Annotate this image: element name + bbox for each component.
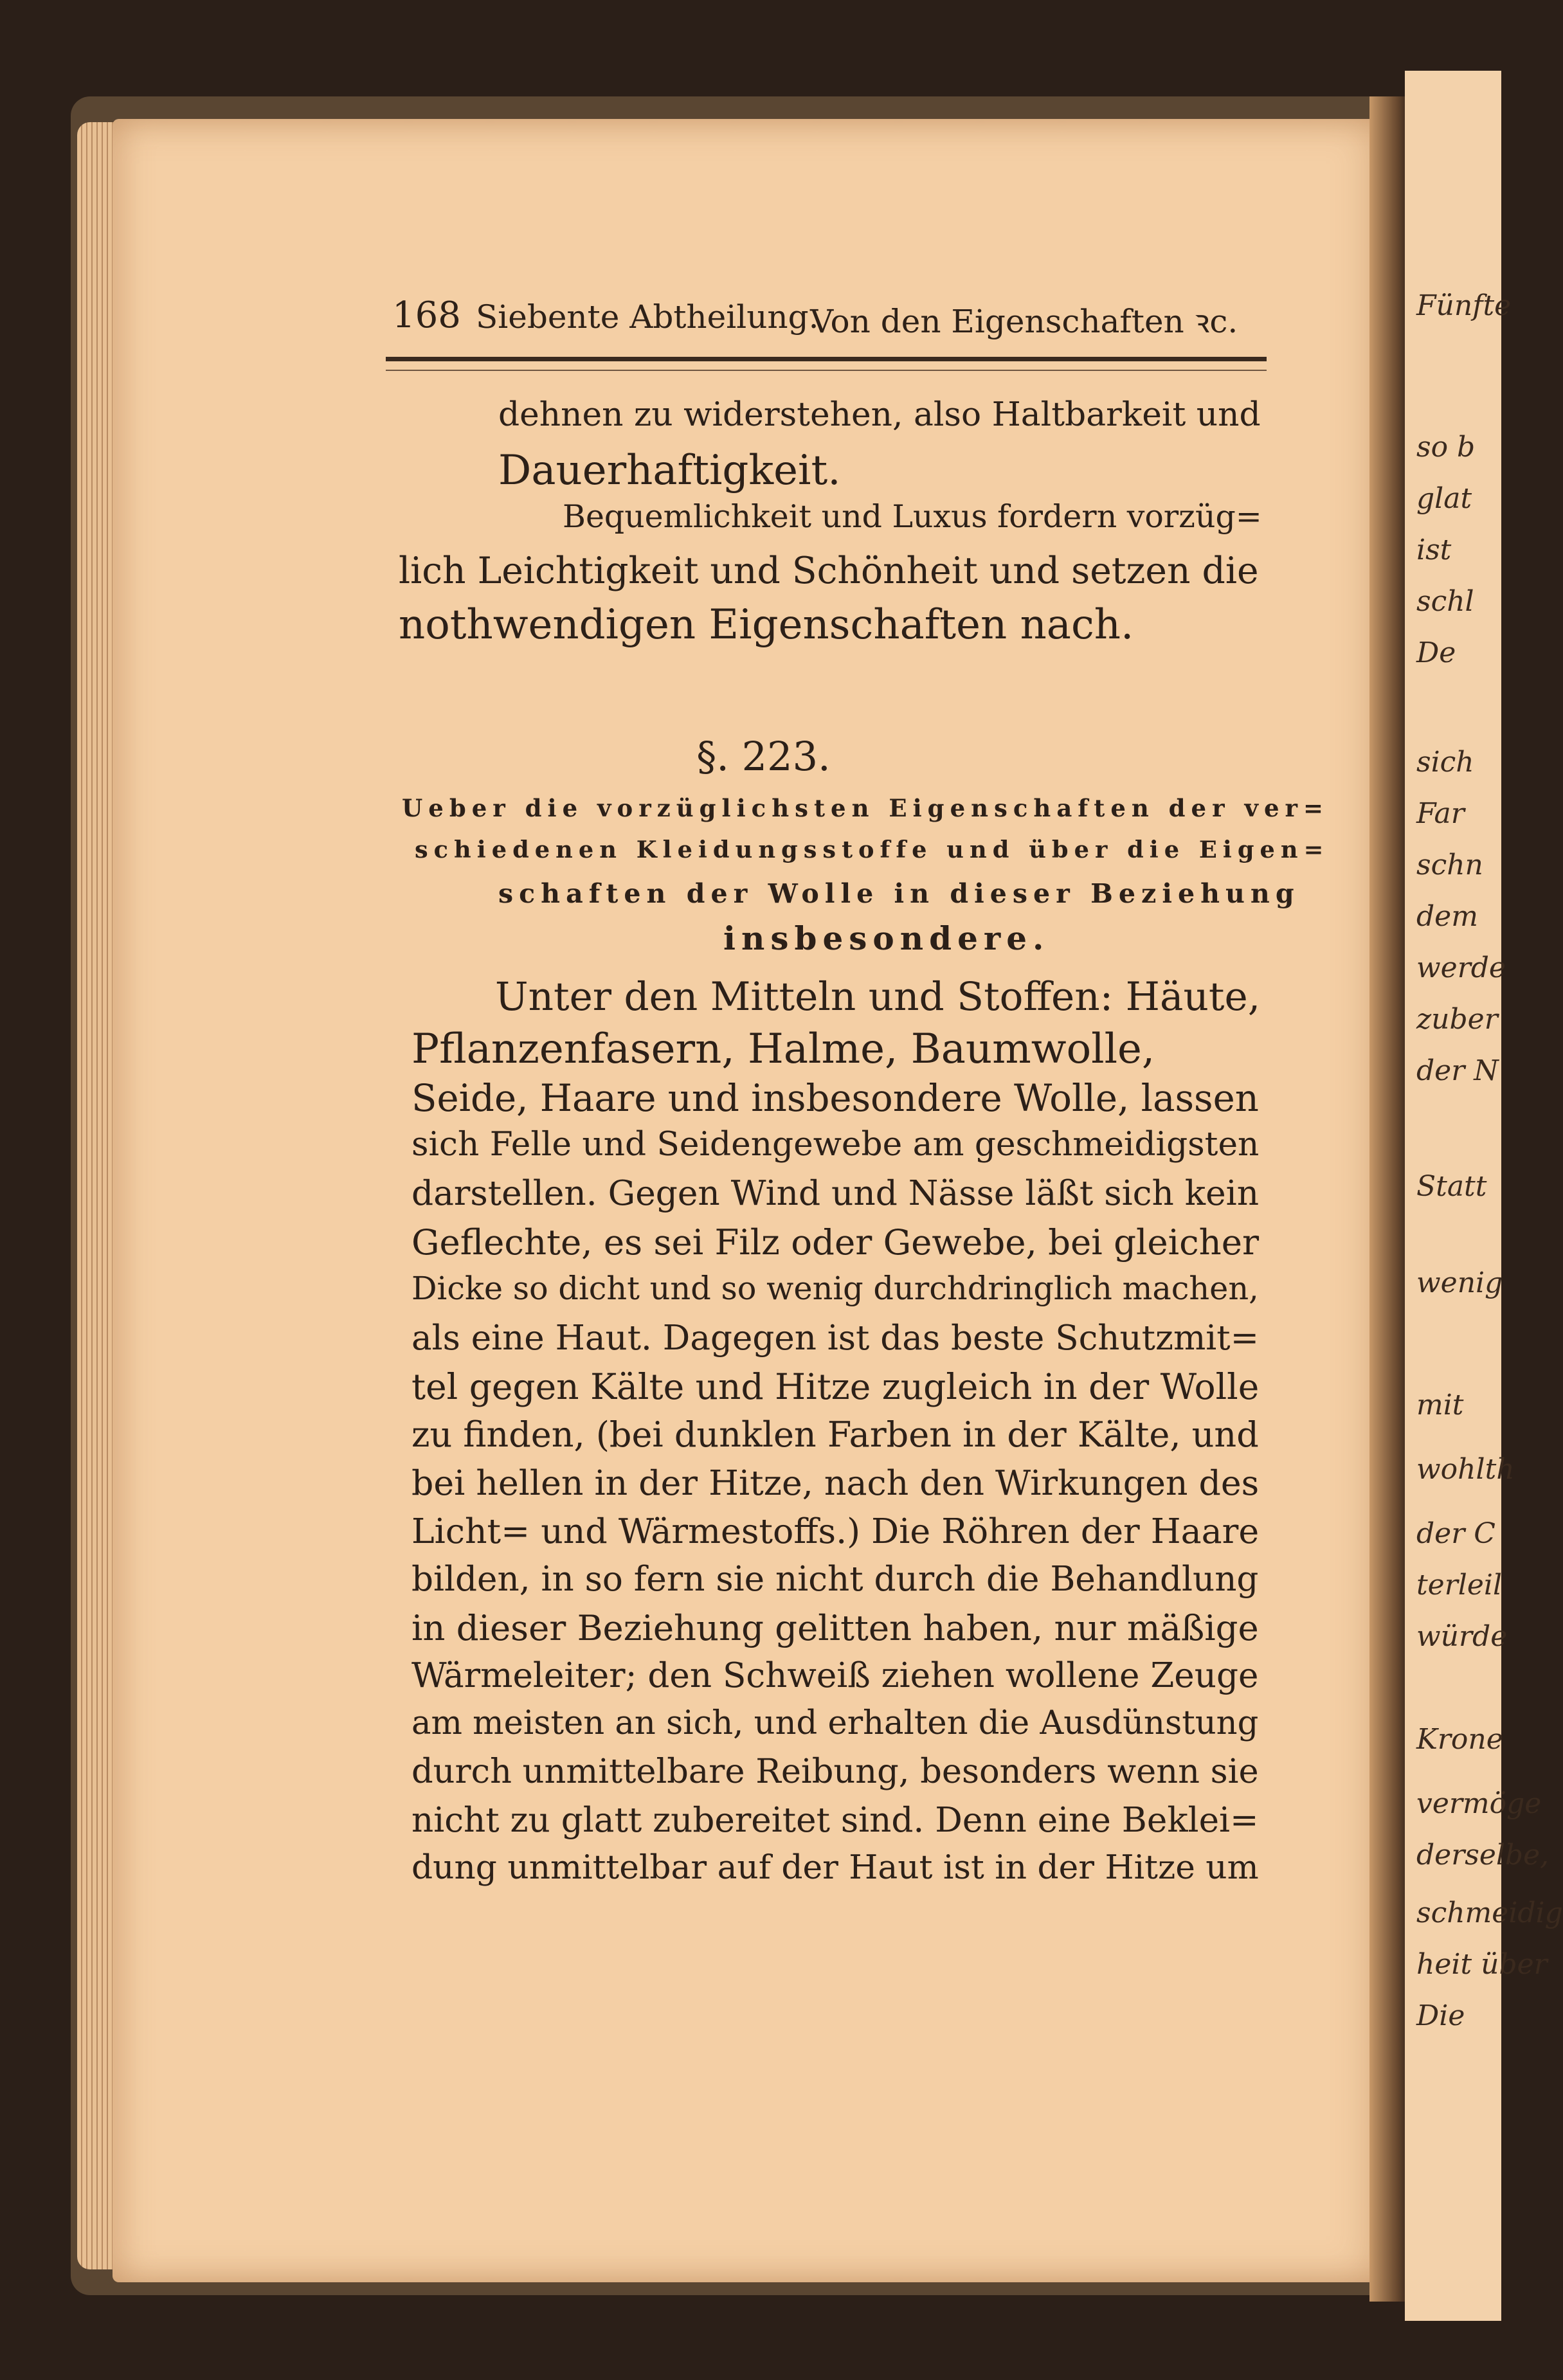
facing-fragment: dem [1416,900,1478,933]
text-line: Dauerhaftigkeit. [498,447,841,494]
text-line: nicht zu glatt zubereitet sind. Denn eine Beklei= [411,1800,1259,1840]
header-rule-thin [386,370,1267,371]
text-line: Licht= und Wärmestoffs.) Die Röhren der Haare [411,1511,1260,1551]
text-line: Pflanzenfasern, Halme, Baumwolle, [411,1025,1155,1073]
facing-fragment: wenig [1416,1267,1503,1299]
book-gutter [1369,96,1408,2302]
facing-fragment: Statt [1416,1170,1487,1203]
text-line: dung unmittelbar auf der Haut ist in der Hitze um [411,1848,1259,1887]
text-line: darstellen. Gegen Wind und Nässe läßt sich kein [411,1173,1260,1213]
facing-fragment: derselbe, [1416,1839,1549,1871]
facing-fragment: schn [1416,849,1483,881]
facing-fragment: Die [1416,1999,1465,2032]
text-line: Unter den Mitteln und Stoffen: Häute, [495,974,1261,1020]
text-line: bei hellen in der Hitze, nach den Wirkungen des [411,1463,1260,1503]
text-line: am meisten an sich, und erhalten die Ausdünstung [411,1704,1259,1742]
text-line: sich Felle und Seidengewebe am geschmeidigsten [411,1125,1260,1164]
facing-fragment: ist [1416,534,1452,566]
text-line: nothwendigen Eigenschaften nach. [399,601,1134,649]
facing-fragment: sich [1416,746,1474,779]
text-line: Wärmeleiter; den Schweiß ziehen wollene Zeuge [411,1655,1259,1695]
facing-fragment: so b [1416,431,1476,464]
text-line: dehnen zu widerstehen, also Haltbarkeit und [498,395,1261,434]
text-line: Bequemlichkeit und Luxus fordern vorzüg= [563,498,1262,535]
facing-fragment: mit [1416,1389,1464,1421]
facing-fragment: werde [1416,951,1506,984]
running-header [392,294,1267,346]
text-line: Dicke so dicht und so wenig durchdringlich machen, [411,1270,1259,1307]
facing-fragment: schl [1416,585,1474,618]
header-left-title: Siebente Abtheilung. [476,298,819,336]
text-line: zu finden, (bei dunklen Farben in der Kälte, und [411,1414,1259,1455]
facing-fragment: vermöge [1416,1787,1542,1820]
text-line: lich Leichtigkeit und Schönheit und setzen die [399,550,1259,592]
facing-fragment: De [1416,636,1456,669]
text-line: Seide, Haare und insbesondere Wolle, lassen [411,1076,1259,1120]
facing-fragment: Far [1416,797,1465,830]
text-line: in dieser Beziehung gelitten haben, nur mäßige [411,1607,1259,1648]
text-line: durch unmittelbare Reibung, besonders wenn sie [411,1752,1259,1791]
header-rule [386,357,1267,361]
section-heading-line: schaften der Wolle in dieser Beziehung [498,878,1300,909]
facing-page [1405,71,1563,2321]
facing-fragment: schmeidig [1416,1897,1563,1929]
facing-fragment: Krone [1416,1723,1503,1756]
section-number: §. 223. [696,733,831,780]
text-line: tel gegen Kälte und Hitze zugleich in der Wolle [411,1366,1260,1407]
facing-fragment: zuber [1416,1003,1498,1036]
facing-fragment: Fünfte [1416,289,1512,322]
facing-fragment: würde [1416,1620,1508,1653]
text-line: als eine Haut. Dagegen ist das beste Schutzmit= [411,1318,1260,1358]
page-number: 168 [392,294,461,336]
text-line: bilden, in so fern sie nicht durch die Behandlung [411,1559,1259,1599]
facing-fragment: der N [1416,1054,1499,1087]
facing-fragment: glat [1416,482,1472,515]
facing-fragment: wohlth [1416,1453,1515,1486]
section-heading-line: insbesondere. [723,919,1050,957]
section-heading-line: schiedenen Kleidungsstoffe und über die Eigen= [415,836,1330,863]
facing-fragment: heit über [1416,1948,1548,1981]
header-right-title: Von den Eigenschaften ꝛc. [810,303,1238,340]
facing-fragment: terleil [1416,1569,1503,1601]
page-edges [77,122,116,2269]
facing-fragment: der C [1416,1517,1495,1550]
text-line: Geflechte, es sei Filz oder Gewebe, bei gleicher [411,1222,1260,1263]
section-heading-line: Ueber die vorzüglichsten Eigenschaften der ver= [402,794,1330,822]
